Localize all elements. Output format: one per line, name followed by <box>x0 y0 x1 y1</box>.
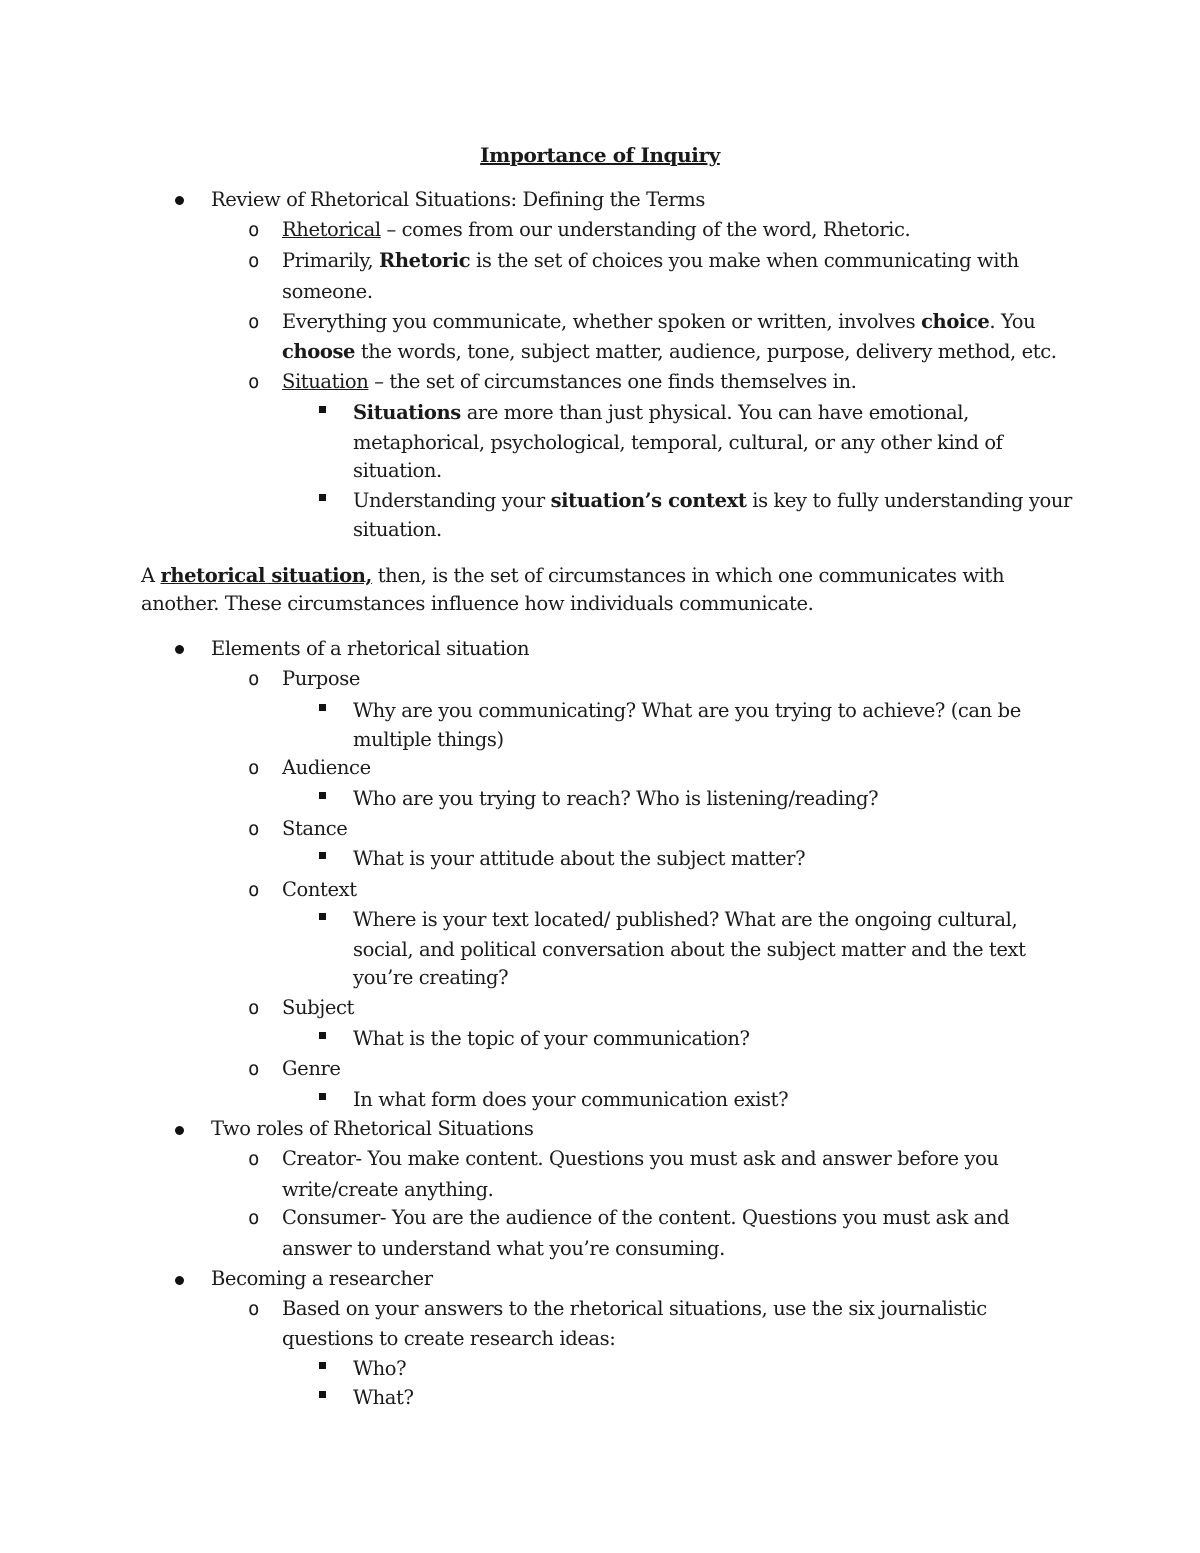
term-situation-context: situation’s context <box>550 489 747 512</box>
bullet-square <box>319 913 326 920</box>
list-item: Who? <box>353 1357 407 1380</box>
list-item-cont <box>282 340 1057 364</box>
list-item: Audience <box>282 756 371 779</box>
text: Understanding your <box>353 489 551 512</box>
list-item: What is the topic of your communication? <box>353 1027 750 1050</box>
term-rhetoric: Rhetoric <box>379 249 471 272</box>
term-choose: choose <box>282 340 356 363</box>
list-item: Elements of a rhetorical situation <box>211 637 530 660</box>
bullet-o: o <box>248 879 260 901</box>
bullet-square <box>319 406 326 413</box>
bullet-o: o <box>248 1298 260 1320</box>
bullet-square <box>319 1093 326 1100</box>
list-item-cont: metaphorical, psychological, temporal, cultural, or any other kind of <box>353 431 1003 454</box>
text: Primarily, <box>282 249 380 272</box>
bullet-o: o <box>248 818 260 840</box>
list-item: Review of Rhetorical Situations: Defining the Terms <box>211 188 705 211</box>
list-item: Two roles of Rhetorical Situations <box>211 1117 534 1140</box>
list-item: What is your attitude about the subject matter? <box>353 847 806 870</box>
bullet-o: o <box>248 219 260 241</box>
list-item-cont: answer to understand what you’re consuming. <box>282 1237 725 1260</box>
bullet-o: o <box>248 668 260 690</box>
bullet-dot <box>175 196 184 205</box>
list-item <box>282 370 856 394</box>
list-item: In what form does your communication exist? <box>353 1088 789 1111</box>
bullet-o: o <box>248 311 260 333</box>
list-item-cont: you’re creating? <box>353 966 509 989</box>
text: Everything you communicate, whether spoken or written, involves <box>282 310 922 333</box>
list-item <box>353 489 1072 513</box>
bullet-o: o <box>248 250 260 272</box>
text: is the set of choices you make when communicating with <box>470 249 1019 272</box>
text: – comes from our understanding of the word, Rhetoric. <box>380 218 911 241</box>
list-item-cont: multiple things) <box>353 728 504 751</box>
bullet-o: o <box>248 371 260 393</box>
list-item: Purpose <box>282 667 360 690</box>
list-item: What? <box>353 1386 414 1409</box>
bullet-square <box>319 1391 326 1398</box>
list-item: Where is your text located/ published? What are the ongoing cultural, <box>353 908 1018 931</box>
page-title: Importance of Inquiry <box>480 143 720 167</box>
text: the words, tone, subject matter, audience, purpose, delivery method, etc. <box>355 340 1057 363</box>
list-item: Why are you communicating? What are you trying to achieve? (can be <box>353 699 1021 722</box>
list-item: Subject <box>282 996 354 1019</box>
bullet-o: o <box>248 1207 260 1229</box>
list-item: Context <box>282 878 357 901</box>
term-choice: choice <box>921 310 990 333</box>
term-situations: Situations <box>353 401 461 424</box>
list-item: Consumer- You are the audience of the content. Questions you must ask and <box>282 1206 1010 1229</box>
list-item <box>353 401 969 425</box>
bullet-square <box>319 792 326 799</box>
bullet-square <box>319 1362 326 1369</box>
paragraph-line: another. These circumstances influence how individuals communicate. <box>141 592 814 615</box>
list-item: Who are you trying to reach? Who is listening/reading? <box>353 787 879 810</box>
list-item: Becoming a researcher <box>211 1267 433 1290</box>
term-rhetorical-situation: rhetorical situation, <box>160 564 372 587</box>
list-item: Stance <box>282 817 348 840</box>
bullet-square <box>319 1032 326 1039</box>
text: – the set of circumstances one finds themselves in. <box>368 370 857 393</box>
text: then, is the set of circumstances in which one communicates with <box>371 564 1005 587</box>
list-item-cont: someone. <box>282 280 373 303</box>
bullet-square <box>319 704 326 711</box>
list-item: Creator- You make content. Questions you must ask and answer before you <box>282 1147 999 1170</box>
list-item-cont: social, and political conversation about the subject matter and the text <box>353 938 1026 961</box>
text: A <box>141 564 161 587</box>
list-item: Based on your answers to the rhetorical situations, use the six journalistic <box>282 1297 987 1320</box>
list-item <box>282 218 910 242</box>
text: . You <box>989 310 1036 333</box>
list-item-cont: situation. <box>353 459 442 482</box>
list-item <box>282 310 1035 334</box>
bullet-dot <box>175 1276 184 1285</box>
bullet-o: o <box>248 1058 260 1080</box>
text: is key to fully understanding your <box>746 489 1072 512</box>
bullet-square <box>319 494 326 501</box>
bullet-dot <box>175 1126 184 1135</box>
paragraph-line <box>141 564 1004 588</box>
list-item-cont: questions to create research ideas: <box>282 1327 616 1350</box>
term-rhetorical: Rhetorical <box>282 218 381 241</box>
list-item: Genre <box>282 1057 341 1080</box>
bullet-square <box>319 852 326 859</box>
list-item <box>282 249 1019 273</box>
bullet-o: o <box>248 757 260 779</box>
bullet-dot <box>175 645 184 654</box>
term-situation: Situation <box>282 370 369 393</box>
list-item-cont: write/create anything. <box>282 1178 494 1201</box>
bullet-o: o <box>248 1148 260 1170</box>
list-item-cont: situation. <box>353 518 442 541</box>
text: are more than just physical. You can have emotional, <box>460 401 969 424</box>
bullet-o: o <box>248 997 260 1019</box>
